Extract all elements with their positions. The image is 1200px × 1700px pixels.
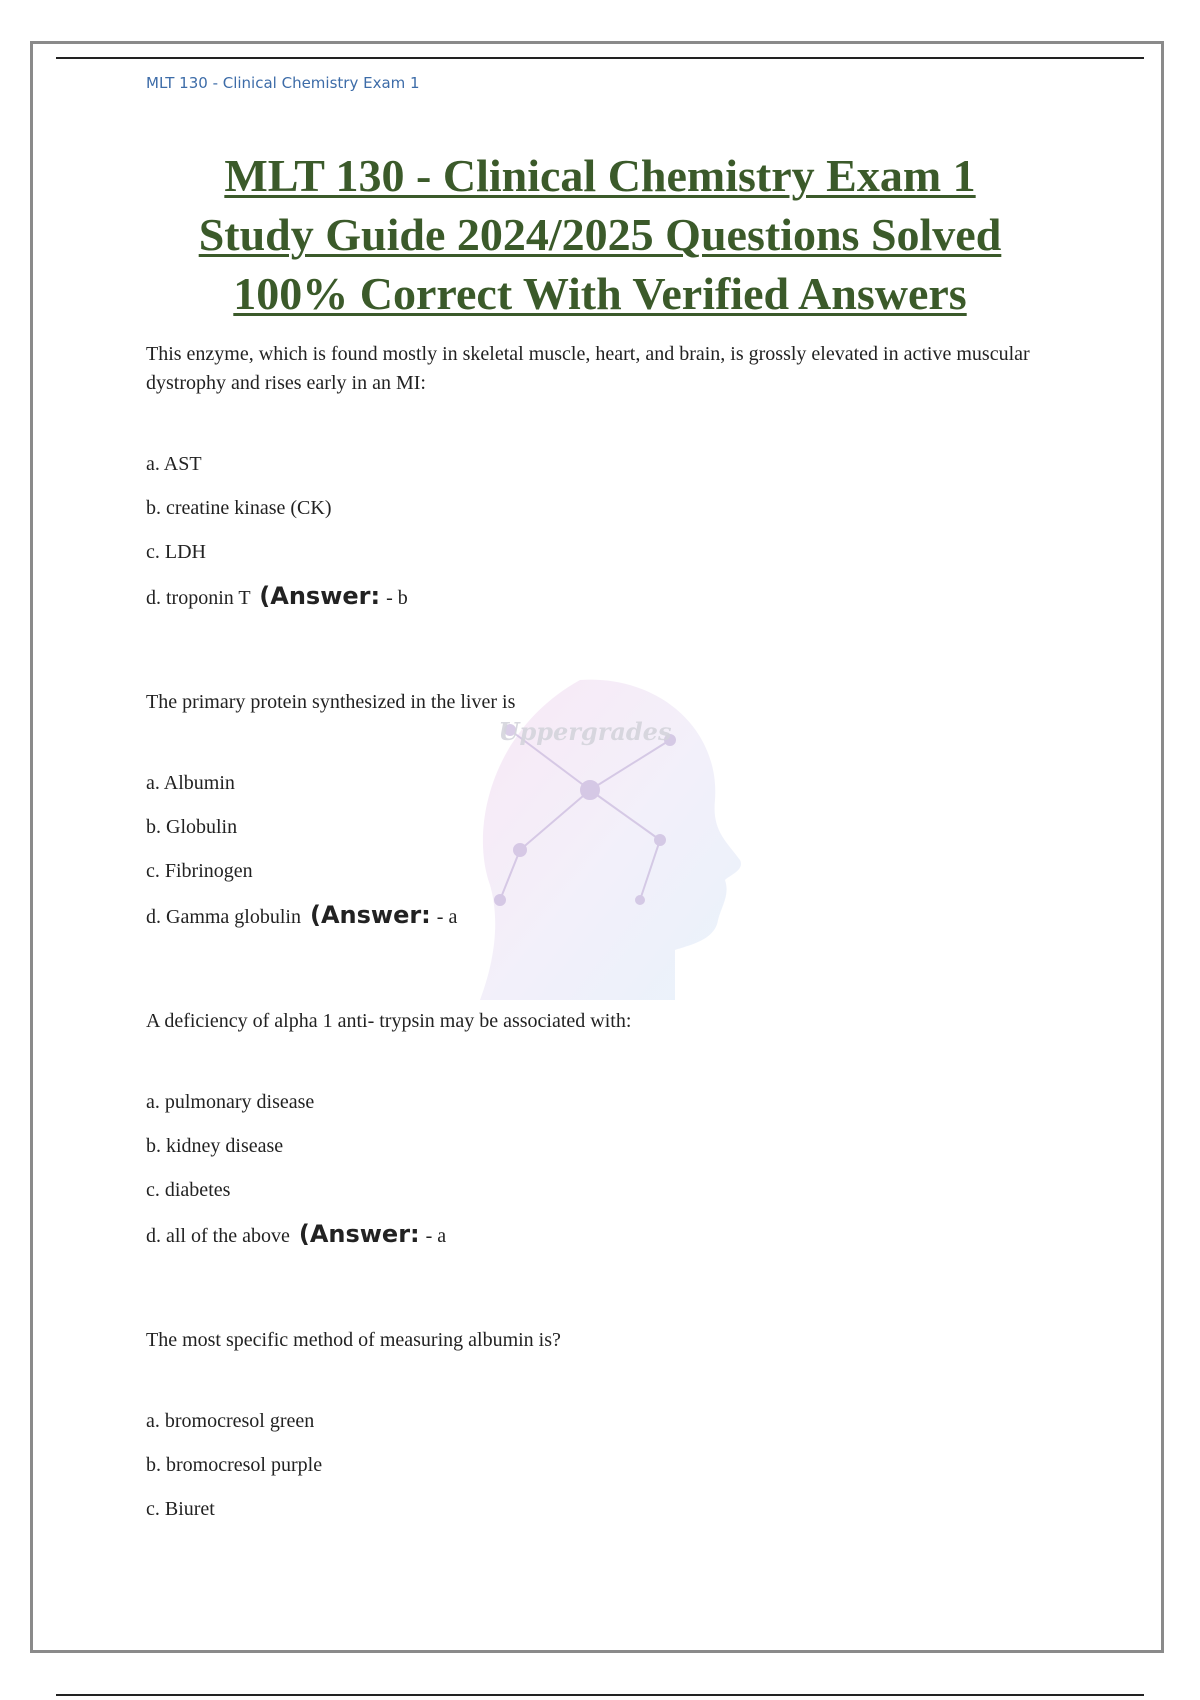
spacer (146, 947, 1046, 1007)
option-item: a. Albumin (146, 772, 235, 794)
question-text: The most specific method of measuring albumin is? (146, 1329, 561, 1351)
option-item: b. bromocresol purple (146, 1454, 323, 1476)
option-item: b. creatine kinase (CK) (146, 497, 332, 519)
title-line: MLT 130 - Clinical Chemistry Exam 1 (224, 150, 976, 201)
question-block (146, 1007, 1046, 1250)
answer-label: (Answer: (298, 1220, 420, 1248)
option-item: a. AST (146, 453, 202, 475)
questions-content (146, 340, 1046, 1539)
option-text: d. all of the above (146, 1225, 290, 1247)
answer-label: (Answer: (309, 901, 431, 929)
option-list (146, 450, 1046, 612)
answer-value: - b (386, 587, 408, 609)
running-header: MLT 130 - Clinical Chemistry Exam 1 (146, 74, 420, 92)
option-item: c. LDH (146, 541, 206, 563)
top-rule (56, 57, 1144, 59)
spacer (146, 1266, 1046, 1326)
option-item-with-answer (146, 582, 1046, 612)
document-title (146, 146, 1054, 323)
title-line: Study Guide 2024/2025 Questions Solved (198, 209, 1002, 260)
option-list (146, 1088, 1046, 1250)
question-text: The primary protein synthesized in the liver is (146, 691, 516, 713)
option-item: a. bromocresol green (146, 1410, 315, 1432)
question-block (146, 688, 1046, 931)
question-block (146, 1326, 1046, 1523)
title-line: 100% Correct With Verified Answers (233, 268, 967, 319)
answer-value: - a (425, 1225, 447, 1247)
option-item-with-answer (146, 901, 1046, 931)
option-text: d. Gamma globulin (146, 906, 301, 928)
option-list (146, 1407, 1046, 1523)
answer-value: - a (436, 906, 458, 928)
option-item: c. Fibrinogen (146, 860, 253, 882)
option-item: c. diabetes (146, 1179, 231, 1201)
option-item-with-answer (146, 1220, 1046, 1250)
option-item: b. Globulin (146, 816, 238, 838)
spacer (146, 628, 1046, 688)
answer-label: (Answer: (259, 582, 381, 610)
option-list (146, 769, 1046, 931)
option-item: a. pulmonary disease (146, 1091, 315, 1113)
option-item: c. Biuret (146, 1498, 215, 1520)
question-text: A deficiency of alpha 1 anti- trypsin may be associated with: (146, 1010, 632, 1032)
question-block (146, 340, 1046, 612)
option-text: d. troponin T (146, 587, 251, 609)
bottom-rule (56, 1694, 1144, 1696)
question-text: This enzyme, which is found mostly in skeletal muscle, heart, and brain, is grossly elevated in active muscular dystrophy and rises early in an MI: (146, 343, 1030, 394)
watermark-text: Uppergrades (498, 717, 672, 746)
option-item: b. kidney disease (146, 1135, 284, 1157)
